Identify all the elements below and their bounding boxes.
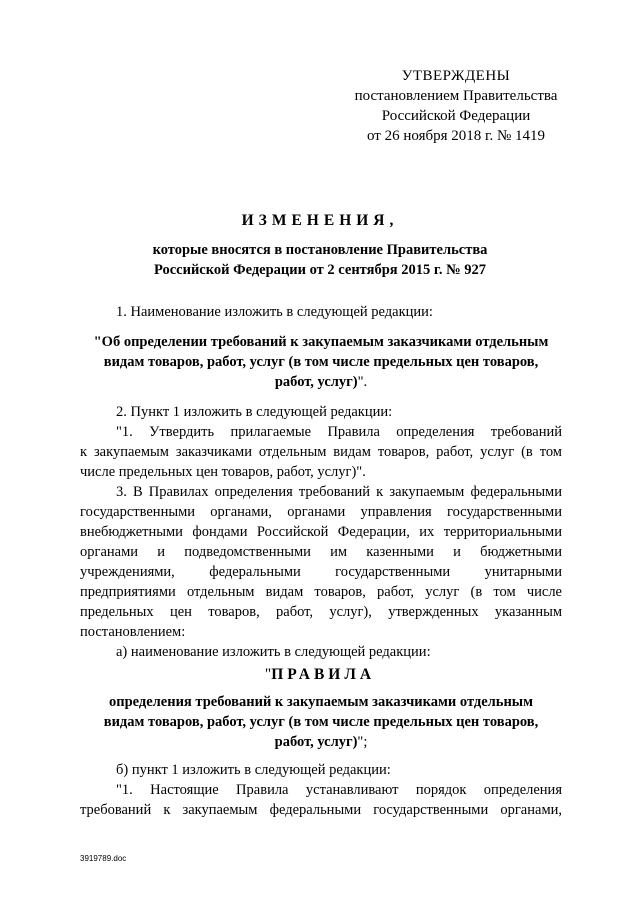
rules-title-close: "; [357, 734, 368, 750]
item3-sub-b: б) пункт 1 изложить в следующей редакции: [116, 762, 391, 778]
rules-title-end-bold: работ, услуг) [274, 734, 358, 750]
item2-line: числе предельных цен товаров, работ, услуг)". [80, 464, 366, 480]
item1-quote-line [80, 372, 562, 392]
rules-title-line: видам товаров, работ, услуг (в том числе предельных цен товаров, [103, 714, 539, 730]
rules-heading-quote: " [264, 666, 272, 683]
item1-quote-close: ". [357, 374, 368, 390]
item3-line: государственными органами, органами управления государственными [80, 504, 562, 520]
approval-stamp [340, 66, 572, 146]
rules-heading [0, 666, 640, 684]
item1-quote-line: "Об определении требований к закупаемым заказчиками отдельным [93, 334, 549, 350]
subtitle-line: которые вносятся в постановление Правительства [152, 242, 488, 258]
item1-intro: 1. Наименование изложить в следующей редакции: [116, 304, 433, 320]
item3-line: постановлением: [80, 624, 186, 640]
item3-line: 3. В Правилах определения требований к закупаемым федеральными [116, 484, 562, 500]
item2-line: "1. Утвердить прилагаемые Правила определения требований [116, 424, 562, 440]
item2-intro: 2. Пункт 1 изложить в следующей редакции: [116, 404, 393, 420]
item3-p1-line: требований к закупаемым федеральными государственными органами, [80, 802, 562, 818]
approval-heading: УТВЕРЖДЕНЫ [401, 68, 511, 84]
document-subtitle [80, 240, 560, 280]
item3-p1-line: "1. Настоящие Правила устанавливают порядок определения [116, 782, 562, 798]
item3-sub-a: а) наименование изложить в следующей редакции: [116, 644, 431, 660]
approval-line: постановлением Правительства [354, 88, 558, 104]
item2-line: к закупаемым заказчиками отдельным видам товаров, работ, услуг (в том [80, 444, 562, 460]
rules-title-line: определения требований к закупаемым заказчиками отдельным [108, 694, 534, 710]
item1-quote-line: видам товаров, работ, услуг (в том числе предельных цен товаров, [103, 354, 539, 370]
item3-line: учреждениями, федеральными государственными унитарными [80, 564, 562, 580]
item3-line: внебюджетными фондами Российской Федерации, их территориальными [80, 524, 562, 540]
file-name-footer: 3919789.doc [80, 854, 127, 863]
item1-quote-end-bold: работ, услуг) [274, 374, 358, 390]
item3-line: органами и подведомственными им казенными и бюджетными [80, 544, 562, 560]
document-title: ИЗМЕНЕНИЯ, [241, 212, 399, 229]
approval-line: Российской Федерации [381, 108, 531, 124]
approval-date-number: от 26 ноября 2018 г. № 1419 [366, 128, 546, 144]
item3-line: предприятиями отдельным видам товаров, работ, услуг (в том числе [80, 584, 562, 600]
rules-heading-word: ПРАВИЛА [271, 666, 376, 683]
subtitle-line: Российской Федерации от 2 сентября 2015 г. № 927 [153, 262, 487, 278]
rules-title-line [80, 732, 562, 752]
item3-line: предельных цен товаров, работ, услуг), утвержденных указанным [80, 604, 562, 620]
